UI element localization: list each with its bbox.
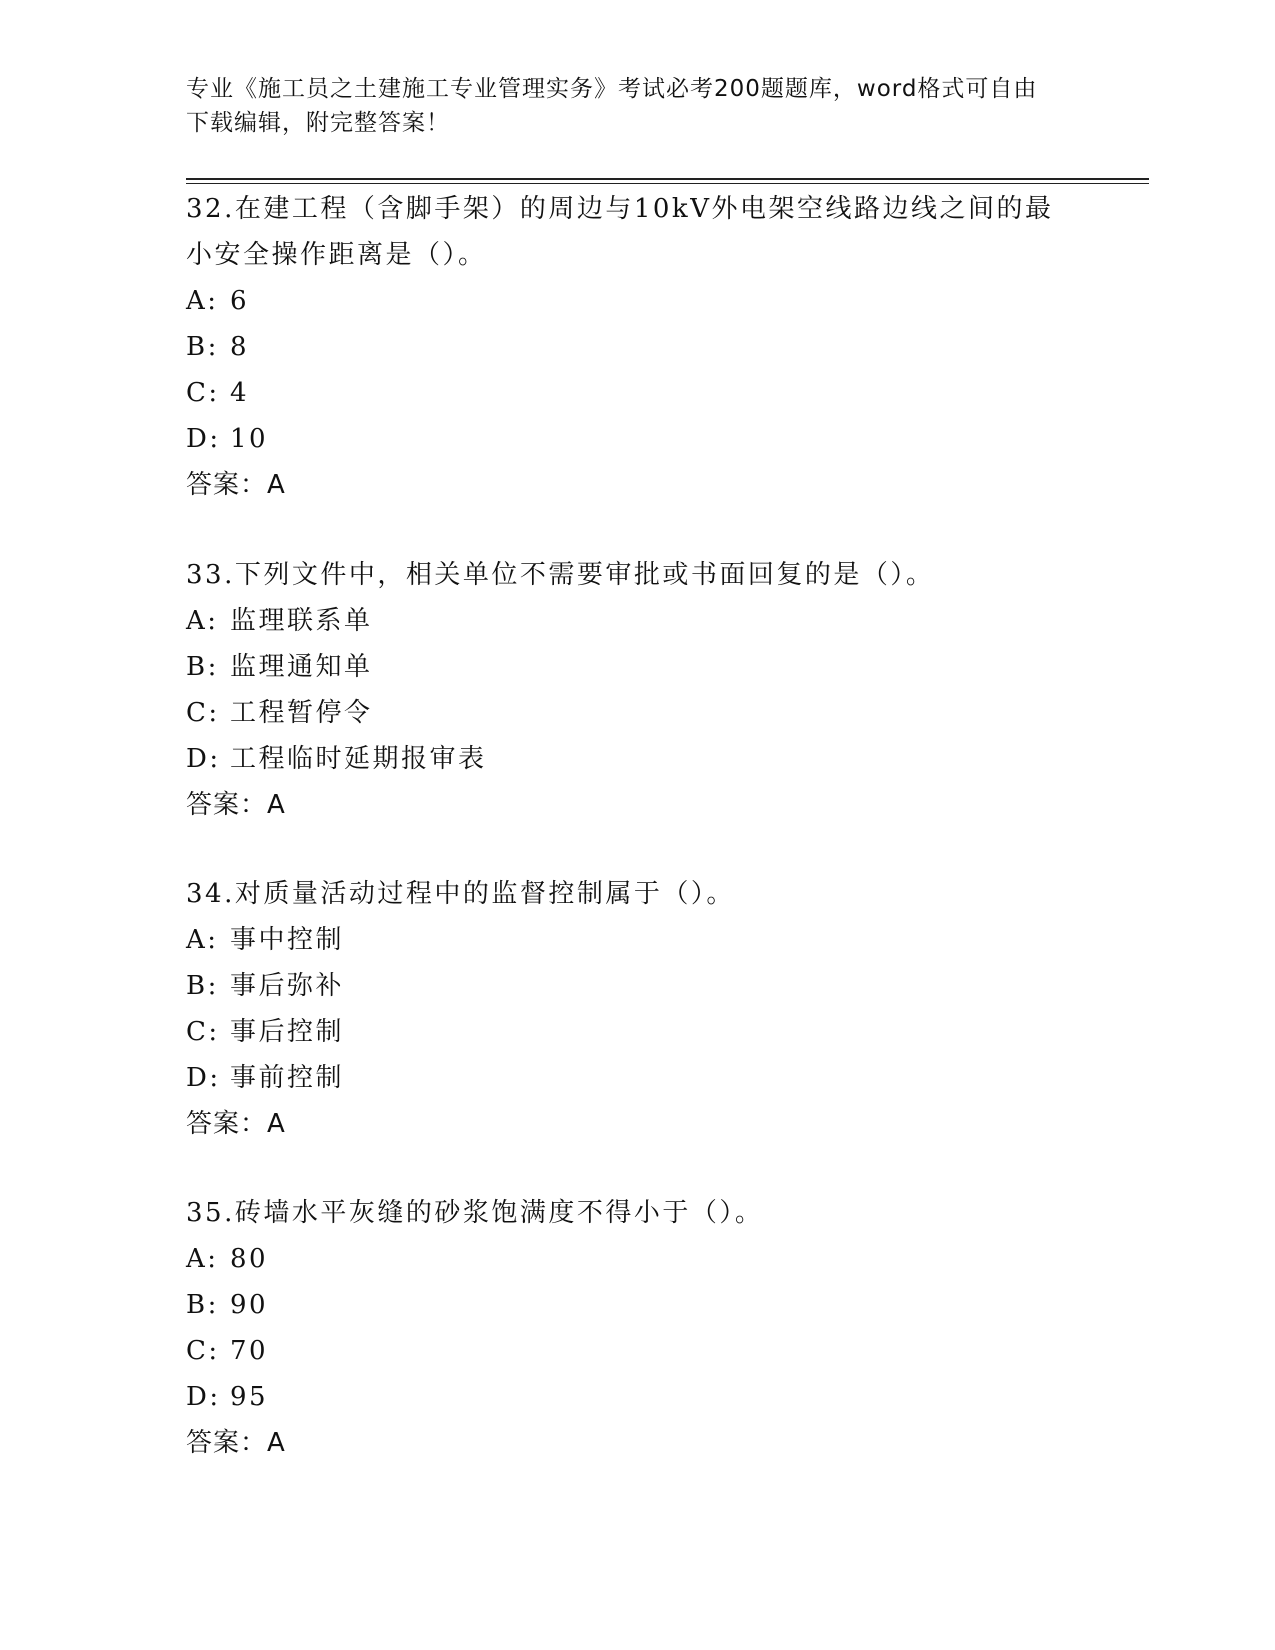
stem-line-2: 小安全操作距离是（）。 [186,240,487,270]
option-letter: B: [186,652,219,682]
option-text: 监理联系单 [230,606,373,636]
option-letter: A: [186,606,219,636]
option-text: 事中控制 [230,925,345,955]
option-a [186,917,1086,963]
option-b [186,963,1086,1009]
option-letter: D: [186,1063,221,1093]
option-letter: C: [186,378,220,408]
option-letter: A: [186,925,219,955]
option-letter: C: [186,1336,220,1366]
answer-line: 答案：A [186,1428,286,1458]
option-text: 95 [230,1382,269,1412]
header-divider-thick [186,178,1149,180]
option-a [186,1236,1086,1282]
option-letter: B: [186,971,219,1001]
document-header [186,72,1086,140]
option-letter: D: [186,424,221,454]
option-c [186,1328,1086,1374]
header-divider-thin [186,183,1149,184]
stem-line-1: 34.对质量活动过程中的监督控制属于（）。 [186,879,735,909]
question-33 [186,552,1086,828]
option-text: 8 [230,332,250,362]
stem-line-1: 32.在建工程（含脚手架）的周边与10kV外电架空线路边线之间的最 [186,194,1054,224]
question-stem [186,552,1086,598]
option-letter: D: [186,744,221,774]
option-b [186,644,1086,690]
answer-line: 答案：A [186,790,286,820]
option-letter: D: [186,1382,221,1412]
option-letter: A: [186,1244,219,1274]
header-line-1: 专业《施工员之土建施工专业管理实务》考试必考200题题库，word格式可自由 [186,76,1038,102]
option-letter: C: [186,1017,220,1047]
header-line-2: 下载编辑，附完整答案！ [186,110,450,136]
option-a [186,598,1086,644]
stem-line-1: 33.下列文件中，相关单位不需要审批或书面回复的是（）。 [186,560,935,590]
stem-line-1: 35.砖墙水平灰缝的砂浆饱满度不得小于（）。 [186,1198,764,1228]
option-text: 事前控制 [230,1063,345,1093]
question-32 [186,186,1086,508]
option-text: 80 [230,1244,269,1274]
option-text: 事后控制 [230,1017,345,1047]
option-b [186,324,1086,370]
option-b [186,1282,1086,1328]
question-stem [186,871,1086,917]
option-letter: B: [186,332,219,362]
option-c [186,690,1086,736]
option-text: 工程临时延期报审表 [230,744,487,774]
option-text: 10 [230,424,269,454]
option-letter: A: [186,286,219,316]
question-stem [186,1190,1086,1236]
option-letter: B: [186,1290,219,1320]
answer-line: 答案：A [186,470,286,500]
question-34 [186,871,1086,1147]
option-c [186,1009,1086,1055]
option-text: 事后弥补 [230,971,345,1001]
option-text: 监理通知单 [230,652,373,682]
option-d [186,416,1086,462]
option-text: 90 [230,1290,269,1320]
option-d [186,1055,1086,1101]
option-letter: C: [186,698,220,728]
option-text: 70 [230,1336,269,1366]
option-text: 4 [230,378,250,408]
answer-line: 答案：A [186,1109,286,1139]
option-d [186,1374,1086,1420]
option-d [186,736,1086,782]
option-text: 工程暂停令 [230,698,373,728]
option-c [186,370,1086,416]
option-a [186,278,1086,324]
question-stem [186,186,1086,278]
option-text: 6 [230,286,250,316]
question-35 [186,1190,1086,1466]
